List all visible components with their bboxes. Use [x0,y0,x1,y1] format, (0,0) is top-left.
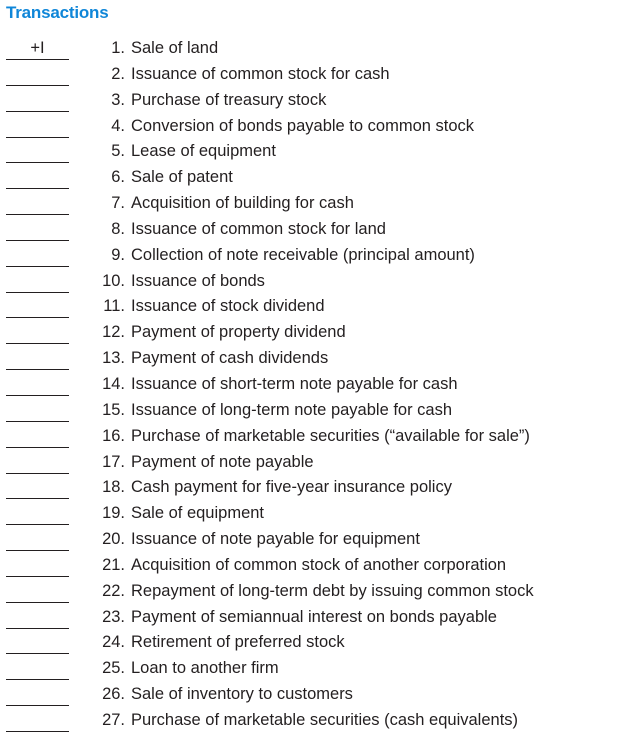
item-number: 17. [102,452,125,471]
list-item [0,321,633,347]
answer-blank[interactable] [6,166,69,189]
list-item [0,295,633,321]
list-item [0,657,633,683]
item-text: Issuance of common stock for cash [131,64,390,83]
list-item [0,554,633,580]
item-number: 14. [102,374,125,393]
list-item [0,399,633,425]
item-number: 3. [111,90,125,109]
item-number: 6. [111,168,125,187]
item-text: Loan to another firm [131,659,279,678]
item-number: 26. [102,685,125,704]
list-item [0,451,633,477]
answer-blank[interactable] [6,425,69,448]
answer-blank[interactable] [6,709,69,732]
item-text: Cash payment for five-year insurance policy [131,478,452,497]
item-text: Sale of land [131,39,219,57]
item-text: Purchase of treasury stock [131,90,327,109]
item-text: Issuance of long-term note payable for cash [131,400,453,419]
item-number: 5. [111,142,125,161]
list-item [0,115,633,141]
answer-blank[interactable]: +I [6,37,69,60]
item-text: Issuance of bonds [131,271,265,290]
item-number: 10. [102,271,125,290]
answer-blank[interactable] [6,399,69,422]
list-item [0,192,633,218]
item-text: Payment of property dividend [131,323,346,342]
answer-blank[interactable] [6,295,69,318]
item-text: Sale of patent [131,168,233,187]
item-number: 2. [111,64,125,83]
item-text: Lease of equipment [131,142,276,161]
answer-blank[interactable] [6,657,69,680]
list-item [0,37,633,63]
item-number: 13. [102,349,125,368]
item-number: 18. [102,478,125,497]
item-number: 8. [111,219,125,238]
list-item [0,373,633,399]
answer-blank[interactable] [6,140,69,163]
item-text: Purchase of marketable securities (“available for sale”) [131,426,530,445]
list-item [0,528,633,554]
list-item [0,425,633,451]
item-text: Payment of note payable [131,452,314,471]
answer-blank[interactable] [6,218,69,241]
item-number: 11. [103,297,125,316]
item-number: 12. [102,323,125,342]
list-item [0,580,633,606]
list-item [0,140,633,166]
answer-blank[interactable] [6,683,69,706]
answer-blank[interactable] [6,192,69,215]
answer-blank[interactable] [6,89,69,112]
list-item [0,244,633,270]
item-text: Issuance of stock dividend [131,297,325,316]
answer-blank[interactable] [6,347,69,370]
list-item [0,89,633,115]
item-text: Retirement of preferred stock [131,633,345,652]
item-number: 23. [102,607,125,626]
item-number: 25. [102,659,125,678]
answer-blank[interactable] [6,244,69,267]
item-text: Issuance of note payable for equipment [131,530,420,549]
answer-blank[interactable] [6,321,69,344]
item-text: Purchase of marketable securities (cash equivalents) [131,710,519,729]
item-number: 24. [102,633,125,652]
list-item [0,270,633,296]
item-text: Conversion of bonds payable to common stock [131,116,475,135]
item-text: Collection of note receivable (principal amount) [131,245,475,264]
list-item [0,502,633,528]
item-number: 19. [102,504,125,523]
answer-blank[interactable] [6,373,69,396]
list-item [0,683,633,709]
list-item [0,631,633,657]
item-number: 15. [102,400,125,419]
item-text: Acquisition of building for cash [131,194,354,213]
item-number: 9. [111,245,125,264]
item-number: 4. [111,116,125,135]
item-number: 1. [111,39,125,57]
item-text: Payment of cash dividends [131,349,329,368]
answer-blank[interactable] [6,451,69,474]
item-text: Issuance of common stock for land [131,219,386,238]
answer-blank[interactable] [6,631,69,654]
list-item [0,63,633,89]
answer-blank[interactable] [6,580,69,603]
item-text: Acquisition of common stock of another corporation [131,555,507,574]
item-number: 7. [111,194,125,213]
list-item [0,606,633,632]
answer-blank[interactable] [6,270,69,293]
item-text: Sale of inventory to customers [131,685,353,704]
list-item [0,347,633,373]
item-number: 22. [102,581,125,600]
item-number: 27. [102,710,125,729]
answer-blank[interactable] [6,528,69,551]
transaction-list [0,37,633,735]
list-item [0,476,633,502]
answer-blank[interactable] [6,63,69,86]
answer-blank[interactable] [6,502,69,525]
list-item [0,218,633,244]
item-number: 20. [102,530,125,549]
item-text: Sale of equipment [131,504,265,523]
item-number: 16. [102,426,125,445]
answer-blank[interactable] [6,606,69,629]
item-number: 21. [102,555,125,574]
answer-blank[interactable] [6,115,69,138]
section-title: Transactions [6,3,109,22]
answer-blank[interactable] [6,476,69,499]
list-item [0,709,633,735]
item-text: Payment of semiannual interest on bonds payable [131,607,497,626]
item-text: Repayment of long-term debt by issuing common stock [131,581,534,600]
list-item [0,166,633,192]
item-text: Issuance of short-term note payable for cash [131,374,458,393]
answer-blank[interactable] [6,554,69,577]
